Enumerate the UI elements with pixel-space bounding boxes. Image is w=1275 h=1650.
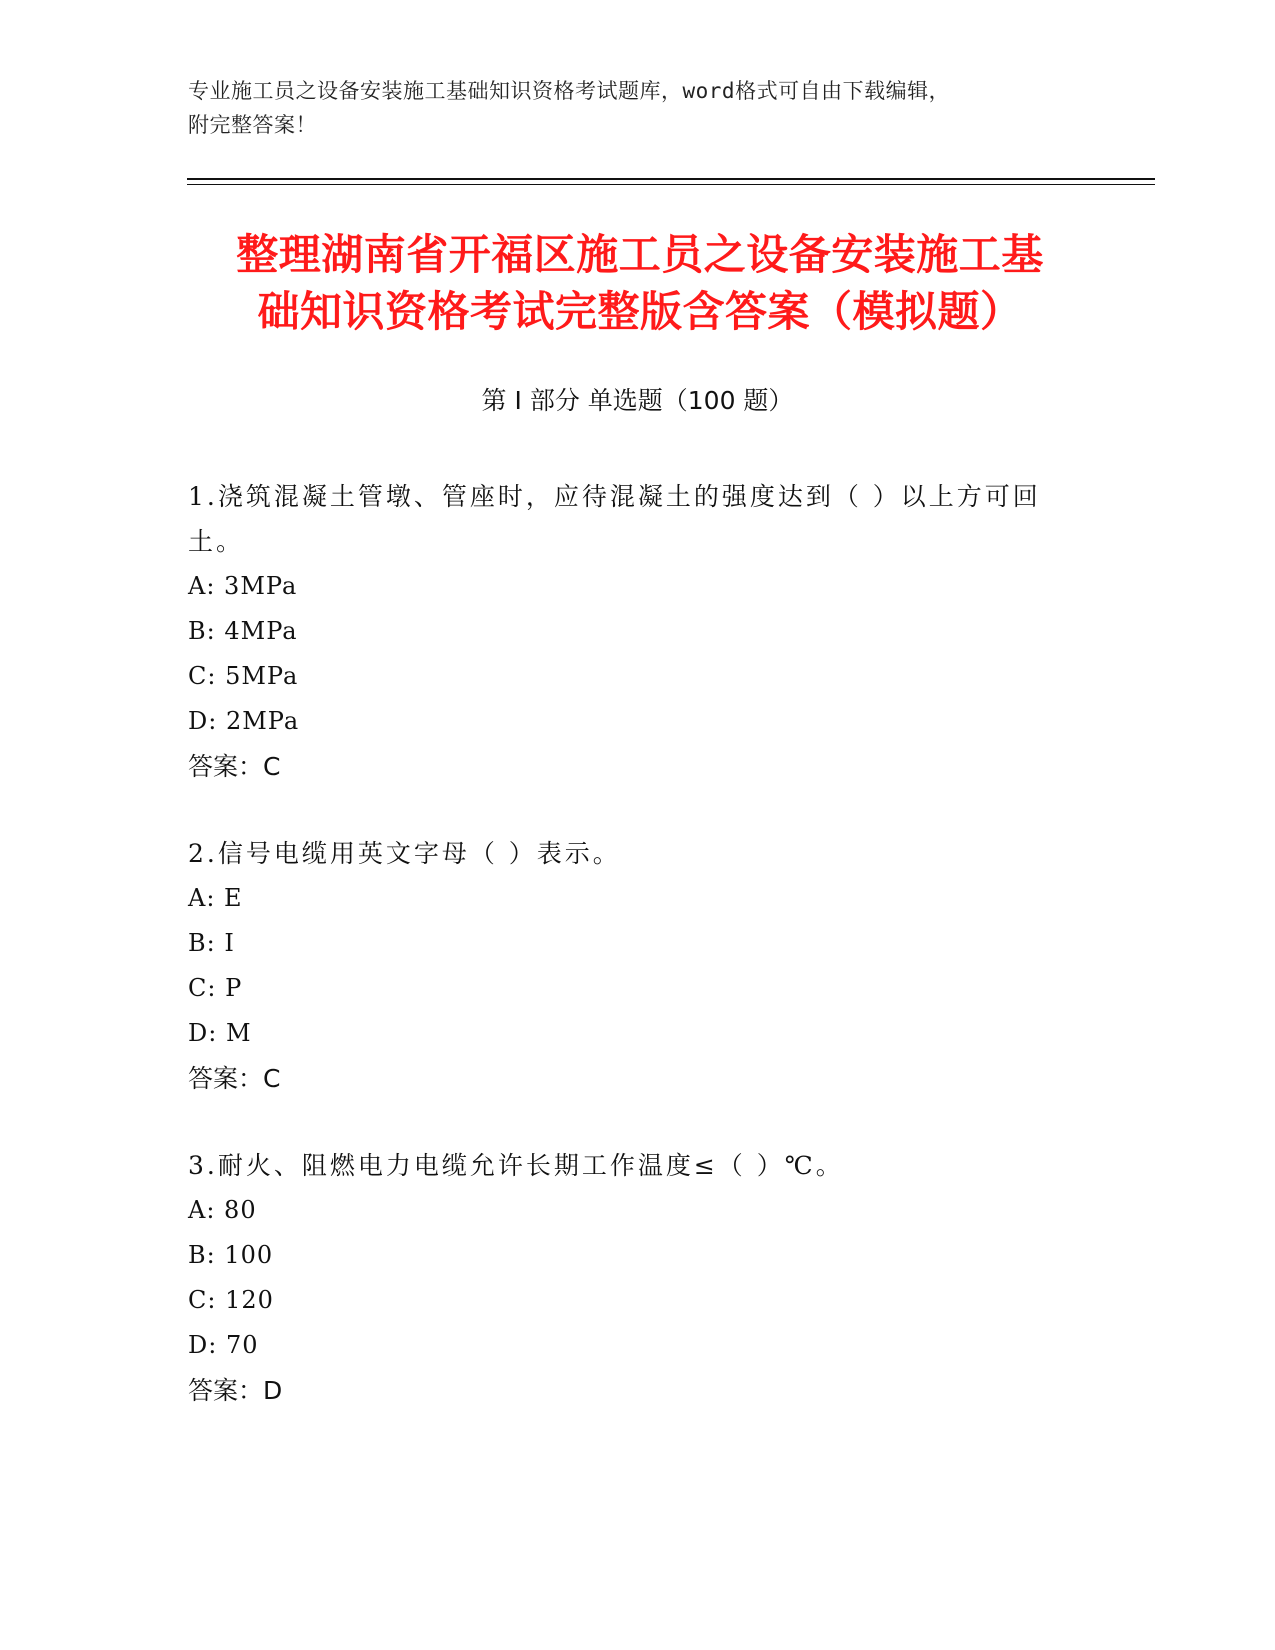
document-title-line-1: 整理湖南省开福区施工员之设备安装施工基	[236, 230, 1044, 279]
answer: 答案：D	[188, 1376, 283, 1405]
header-note	[188, 74, 1068, 142]
option-c: C: 120	[188, 1286, 274, 1314]
question-text: 1.浇筑混凝土管墩、管座时，应待混凝土的强度达到（ ）以上方可回土。	[188, 482, 1041, 556]
option-d: D: 70	[188, 1331, 259, 1359]
question-list	[188, 474, 1088, 1455]
header-note-line-1: 专业施工员之设备安装施工基础知识资格考试题库，word格式可自由下载编辑，	[188, 79, 951, 103]
option-d: D: M	[188, 1019, 252, 1047]
option-b: B: I	[188, 929, 235, 957]
answer: 答案：C	[188, 1064, 281, 1093]
option-a: A: 80	[188, 1196, 257, 1224]
document-title-line-2: 础知识资格考试完整版含答案（模拟题）	[257, 287, 1023, 336]
question-text: 2.信号电缆用英文字母（ ）表示。	[188, 839, 621, 868]
option-b: B: 4MPa	[188, 617, 298, 645]
question-3	[188, 1143, 1088, 1413]
header-divider-thin	[187, 184, 1155, 185]
section-title: 第 I 部分 单选题（100 题）	[481, 386, 794, 415]
option-a: A: 3MPa	[188, 572, 298, 600]
option-a: A: E	[188, 884, 243, 912]
option-b: B: 100	[188, 1241, 274, 1269]
question-1	[188, 474, 1088, 789]
option-c: C: P	[188, 974, 243, 1002]
question-2	[188, 831, 1088, 1101]
answer: 答案：C	[188, 752, 281, 781]
option-d: D: 2MPa	[188, 707, 300, 735]
document-title	[190, 226, 1090, 340]
option-c: C: 5MPa	[188, 662, 299, 690]
question-text: 3.耐火、阻燃电力电缆允许长期工作温度≤（ ）℃。	[188, 1151, 844, 1180]
header-divider-thick	[187, 178, 1155, 180]
header-note-line-2: 附完整答案！	[188, 113, 317, 137]
